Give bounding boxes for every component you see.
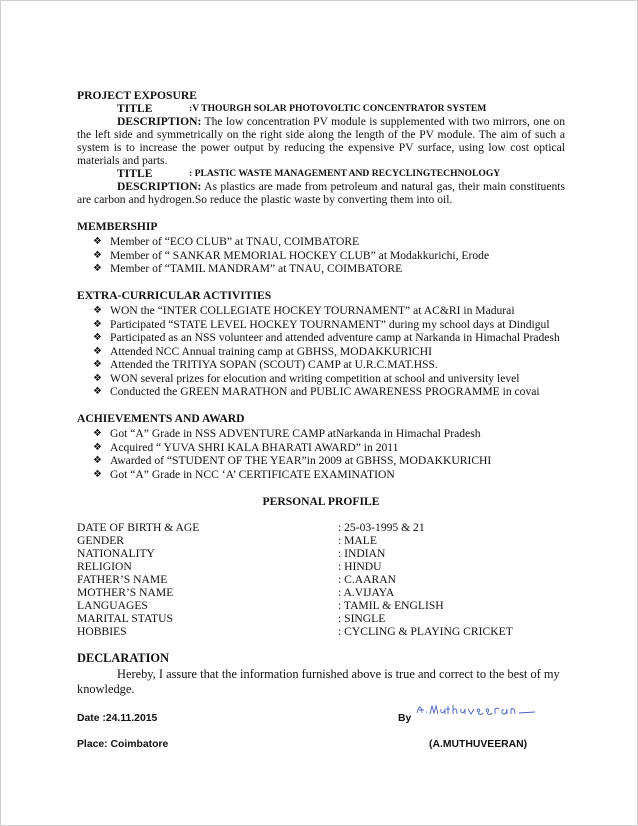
resume-content [77, 89, 565, 697]
profile-key: NATIONALITY [77, 546, 155, 560]
diamond-bullet-icon: ❖ [93, 236, 102, 247]
diamond-bullet-icon: ❖ [93, 386, 102, 397]
table-row [77, 599, 513, 612]
project-2-description [77, 180, 565, 206]
table-row [77, 547, 513, 560]
list-item [93, 331, 565, 344]
profile-heading: PERSONAL PROFILE [262, 494, 380, 508]
profile-key: GENDER [77, 533, 125, 547]
table-row [77, 573, 513, 586]
profile-value: : SINGLE [338, 611, 386, 625]
diamond-bullet-icon: ❖ [93, 318, 102, 330]
project-2-title-value: : PLASTIC WASTE MANAGEMENT AND RECYCLINGTECHNOLOGY [189, 168, 501, 179]
diamond-bullet-icon: ❖ [93, 305, 102, 316]
achievement-item-text: Got “A” Grade in NSS ADVENTURE CAMP atNarkanda in Himachal Pradesh [110, 427, 481, 440]
list-item [93, 304, 565, 317]
project-1-title [77, 102, 565, 115]
diamond-bullet-icon: ❖ [93, 332, 102, 343]
extra-item-text: Attended the TRITIYA SOPAN (SCOUT) CAMP at U.R.C.MAT.HSS. [110, 358, 438, 371]
list-item [93, 318, 565, 331]
profile-key: DATE OF BIRTH & AGE [77, 520, 200, 534]
diamond-bullet-icon: ❖ [93, 263, 102, 274]
profile-table [77, 521, 513, 638]
profile-key: FATHER’S NAME [77, 572, 168, 586]
list-item [93, 249, 565, 262]
declaration-section [77, 652, 565, 697]
profile-value: : INDIAN [338, 546, 386, 560]
footer-date: Date :24.11.2015 [77, 713, 158, 724]
membership-list [77, 235, 565, 275]
profile-value: : HINDU [338, 559, 382, 573]
achievement-item-text: Acquired “ YUVA SHRI KALA BHARATI AWARD” in 2011 [110, 440, 399, 454]
profile-key: MOTHER’S NAME [77, 585, 174, 599]
membership-item-text: Member of “TAMIL MANDRAM” at TNAU, COIMBATORE [110, 262, 403, 275]
profile-value: : 25-03-1995 & 21 [338, 520, 425, 534]
diamond-bullet-icon: ❖ [93, 345, 102, 357]
signature [415, 701, 539, 719]
diamond-bullet-icon: ❖ [93, 372, 102, 384]
membership-heading: MEMBERSHIP [77, 220, 158, 233]
extra-item-text: WON several prizes for elocution and writing competition at school and university level [110, 371, 520, 385]
list-item [93, 427, 565, 440]
table-row [77, 586, 513, 599]
footer-place: Place: Coimbatore [77, 739, 169, 750]
table-row [77, 625, 513, 638]
project-1-title-label: TITLE [117, 102, 153, 115]
profile-key: HOBBIES [77, 624, 127, 638]
achievements-heading: ACHIEVEMENTS AND AWARD [77, 412, 245, 425]
list-item [93, 385, 565, 398]
project-2-title [77, 167, 565, 180]
achievement-item-text: Got “A” Grade in NCC ‘A’ CERTIFICATE EXAMINATION [110, 467, 395, 481]
extra-item-text: Conducted the GREEN MARATHON and PUBLIC AWARENESS PROGRAMME in covai [110, 385, 540, 398]
list-item [93, 262, 565, 275]
declaration-text: Hereby, I assure that the information furnished above is true and correct to the best of my knowledge. [77, 666, 560, 696]
list-item [93, 468, 565, 481]
profile-key: LANGUAGES [77, 598, 148, 612]
footer-by: By [398, 713, 412, 724]
achievements-list [77, 427, 565, 481]
diamond-bullet-icon: ❖ [93, 249, 102, 261]
footer-name: (A.MUTHUVEERAN) [429, 739, 528, 750]
list-item [93, 345, 565, 358]
diamond-bullet-icon: ❖ [93, 441, 102, 453]
achievements-section [77, 412, 565, 481]
list-item [93, 372, 565, 385]
project-2-desc-text: As plastics are made from petroleum and natural gas, their main constituents are carbon and hydrogen.So reduce the plastic waste by converting them into oil. [77, 180, 565, 206]
table-row [77, 521, 513, 534]
membership-item-text: Member of “ECO CLUB” at TNAU, COIMBATORE [110, 235, 360, 248]
membership-item-text: Member of “ SANKAR MEMORIAL HOCKEY CLUB” at Modakkurichi, Erode [110, 248, 490, 262]
profile-value: : TAMIL & ENGLISH [338, 598, 444, 612]
extra-item-text: Participated as an NSS volunteer and attended adventure camp at Narkanda in Himachal Pradesh [110, 331, 560, 344]
list-item [93, 235, 565, 248]
table-row [77, 612, 513, 625]
extra-item-text: WON the “INTER COLLEGIATE HOCKEY TOURNAMENT” at AC&RI in Madurai [110, 304, 515, 317]
declaration-heading: DECLARATION [77, 650, 170, 665]
project-2-title-label: TITLE [117, 167, 153, 180]
list-item [93, 441, 565, 454]
diamond-bullet-icon: ❖ [93, 455, 102, 466]
extra-item-text: Participated “STATE LEVEL HOCKEY TOURNAMENT” during my school days at Dindigul [110, 317, 550, 331]
project-section [77, 89, 565, 206]
diamond-bullet-icon: ❖ [93, 468, 102, 480]
extra-curricular-section [77, 289, 565, 398]
project-1-description [77, 115, 565, 167]
profile-value: : A.VIJAYA [338, 585, 395, 599]
diamond-bullet-icon: ❖ [93, 428, 102, 439]
extra-heading: EXTRA-CURRICULAR ACTIVITIES [77, 289, 272, 302]
table-row [77, 560, 513, 573]
project-2-desc-label: DESCRIPTION: [117, 180, 202, 193]
project-1-desc-text: The low concentration PV module is supplemented with two mirrors, one on the left side and symmetrically on the right side along the length of the PV module. The aim of such a system is to increase the power output by reducing the expensive PV surface, using low cost optical materials and parts. [77, 115, 565, 167]
project-heading: PROJECT EXPOSURE [77, 89, 197, 102]
extra-list [77, 304, 565, 398]
profile-value: : C.AARAN [338, 572, 396, 586]
list-item [93, 454, 565, 467]
table-row [77, 534, 513, 547]
profile-key: RELIGION [77, 559, 132, 573]
achievement-item-text: Awarded of “STUDENT OF THE YEAR”in 2009 at GBHSS, MODAKKURICHI [110, 454, 492, 467]
project-1-desc-label: DESCRIPTION: [117, 115, 202, 128]
project-1-title-value: :V THOURGH SOLAR PHOTOVOLTIC CONCENTRATOR SYSTEM [189, 103, 487, 114]
profile-key: MARITAL STATUS [77, 611, 173, 625]
profile-value: : MALE [338, 533, 377, 547]
list-item [93, 358, 565, 371]
profile-value: : CYCLING & PLAYING CRICKET [338, 624, 513, 638]
extra-item-text: Attended NCC Annual training camp at GBHSS, MODAKKURICHI [110, 344, 433, 358]
diamond-bullet-icon: ❖ [93, 359, 102, 370]
membership-section [77, 220, 565, 275]
